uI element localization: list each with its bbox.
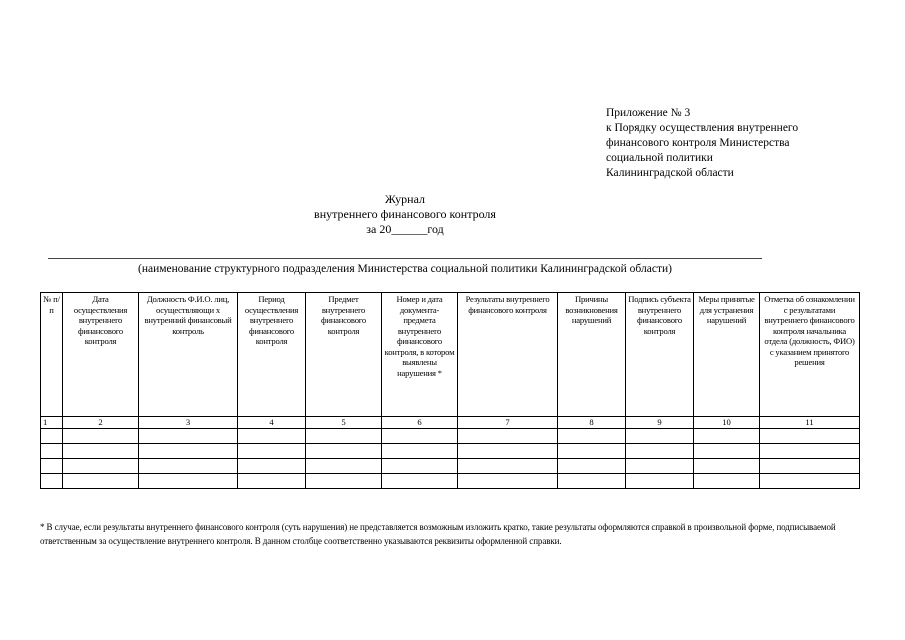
appendix-line: социальной политики <box>606 152 713 164</box>
title-line-journal: Журнал <box>384 192 425 206</box>
table-cell[interactable] <box>626 473 694 488</box>
column-number: 2 <box>63 417 139 429</box>
journal-title <box>250 192 560 237</box>
table-cell[interactable] <box>306 428 382 443</box>
table-cell[interactable] <box>458 458 558 473</box>
header-cell-number: № п/п <box>41 293 63 417</box>
column-number: 7 <box>458 417 558 429</box>
table-cell[interactable] <box>694 473 760 488</box>
column-number: 3 <box>139 417 238 429</box>
journal-table <box>40 292 860 489</box>
column-number: 9 <box>626 417 694 429</box>
header-cell-results: Результаты внутреннего финансового контроля <box>458 293 558 417</box>
header-cell-measures: Меры принятые для устранения нарушений <box>694 293 760 417</box>
header-cell-signature: Подпись субъекта внутреннего финансового контроля <box>626 293 694 417</box>
table-cell[interactable] <box>760 443 860 458</box>
appendix-note <box>606 106 866 181</box>
title-line-year: за 20______год <box>366 222 444 236</box>
column-number: 1 <box>41 417 63 429</box>
table-cell[interactable] <box>760 428 860 443</box>
department-name-line <box>48 258 762 259</box>
table-cell[interactable] <box>382 428 458 443</box>
column-number: 8 <box>558 417 626 429</box>
table-cell[interactable] <box>558 443 626 458</box>
table-cell[interactable] <box>458 428 558 443</box>
table-cell[interactable] <box>139 428 238 443</box>
table-cell[interactable] <box>694 428 760 443</box>
column-number: 6 <box>382 417 458 429</box>
table-cell[interactable] <box>63 428 139 443</box>
department-caption: (наименование структурного подразделения Министерства социальной политики Калининградской области) <box>138 263 672 275</box>
table-cell[interactable] <box>238 473 306 488</box>
table-cell[interactable] <box>41 458 63 473</box>
header-cell-subject: Предмет внутреннего финансового контроля <box>306 293 382 417</box>
blank-rows <box>41 428 860 488</box>
header-cell-acknowledgement: Отметка об ознакомлении с результатами внутреннего финансового контроля начальника отдела (должность, ФИО) с указанием принятого решения <box>760 293 860 417</box>
header-cell-period: Период осуществления внутреннего финансового контроля <box>238 293 306 417</box>
table-row <box>41 443 860 458</box>
appendix-line: к Порядку осуществления внутреннего <box>606 122 799 134</box>
table-row <box>41 458 860 473</box>
column-number: 5 <box>306 417 382 429</box>
table-cell[interactable] <box>694 458 760 473</box>
column-number: 10 <box>694 417 760 429</box>
table-cell[interactable] <box>626 458 694 473</box>
table-cell[interactable] <box>238 428 306 443</box>
table-row <box>41 428 860 443</box>
column-number: 4 <box>238 417 306 429</box>
table-cell[interactable] <box>41 473 63 488</box>
table-cell[interactable] <box>63 473 139 488</box>
table-cell[interactable] <box>558 458 626 473</box>
table-cell[interactable] <box>63 443 139 458</box>
header-cell-date: Дата осуществления внутреннего финансового контроля <box>63 293 139 417</box>
header-cell-document: Номер и дата документа-предмета внутреннего финансового контроля, в котором выявлены нарушения * <box>382 293 458 417</box>
header-cell-responsible: Должность Ф.И.О. лиц, осуществляющи х внутренний финансовый контроль <box>139 293 238 417</box>
header-cell-causes: Причины возникновения нарушений <box>558 293 626 417</box>
table-cell[interactable] <box>139 443 238 458</box>
table-cell[interactable] <box>558 473 626 488</box>
table-cell[interactable] <box>626 428 694 443</box>
table-cell[interactable] <box>238 458 306 473</box>
table-cell[interactable] <box>41 428 63 443</box>
column-number-row <box>41 417 860 429</box>
table-cell[interactable] <box>63 458 139 473</box>
title-line-subject: внутреннего финансового контроля <box>314 207 496 221</box>
table-cell[interactable] <box>626 443 694 458</box>
table-cell[interactable] <box>139 458 238 473</box>
appendix-line: Приложение № 3 <box>606 107 691 119</box>
table-cell[interactable] <box>139 473 238 488</box>
table-cell[interactable] <box>558 428 626 443</box>
table-cell[interactable] <box>458 473 558 488</box>
column-number: 11 <box>760 417 860 429</box>
table-cell[interactable] <box>760 473 860 488</box>
table-cell[interactable] <box>306 458 382 473</box>
table-header-row <box>41 293 860 417</box>
table-cell[interactable] <box>306 443 382 458</box>
table-cell[interactable] <box>694 443 760 458</box>
table-cell[interactable] <box>238 443 306 458</box>
table-cell[interactable] <box>306 473 382 488</box>
table-cell[interactable] <box>382 443 458 458</box>
table-row <box>41 473 860 488</box>
table-cell[interactable] <box>382 458 458 473</box>
footnote: * В случае, если результаты внутреннего финансового контроля (суть нарушения) не представляется возможным изложить кратко, такие результаты оформляются справкой в произвольной форме, подписываемой ответственным за осуществление внутреннего контроля. В данном столбце соответственно указываются реквизиты оформленной справки. <box>40 522 836 546</box>
table-cell[interactable] <box>760 458 860 473</box>
table-cell[interactable] <box>382 473 458 488</box>
table-cell[interactable] <box>458 443 558 458</box>
appendix-line: Калининградской области <box>606 167 734 179</box>
table-cell[interactable] <box>41 443 63 458</box>
appendix-line: финансового контроля Министерства <box>606 137 790 149</box>
